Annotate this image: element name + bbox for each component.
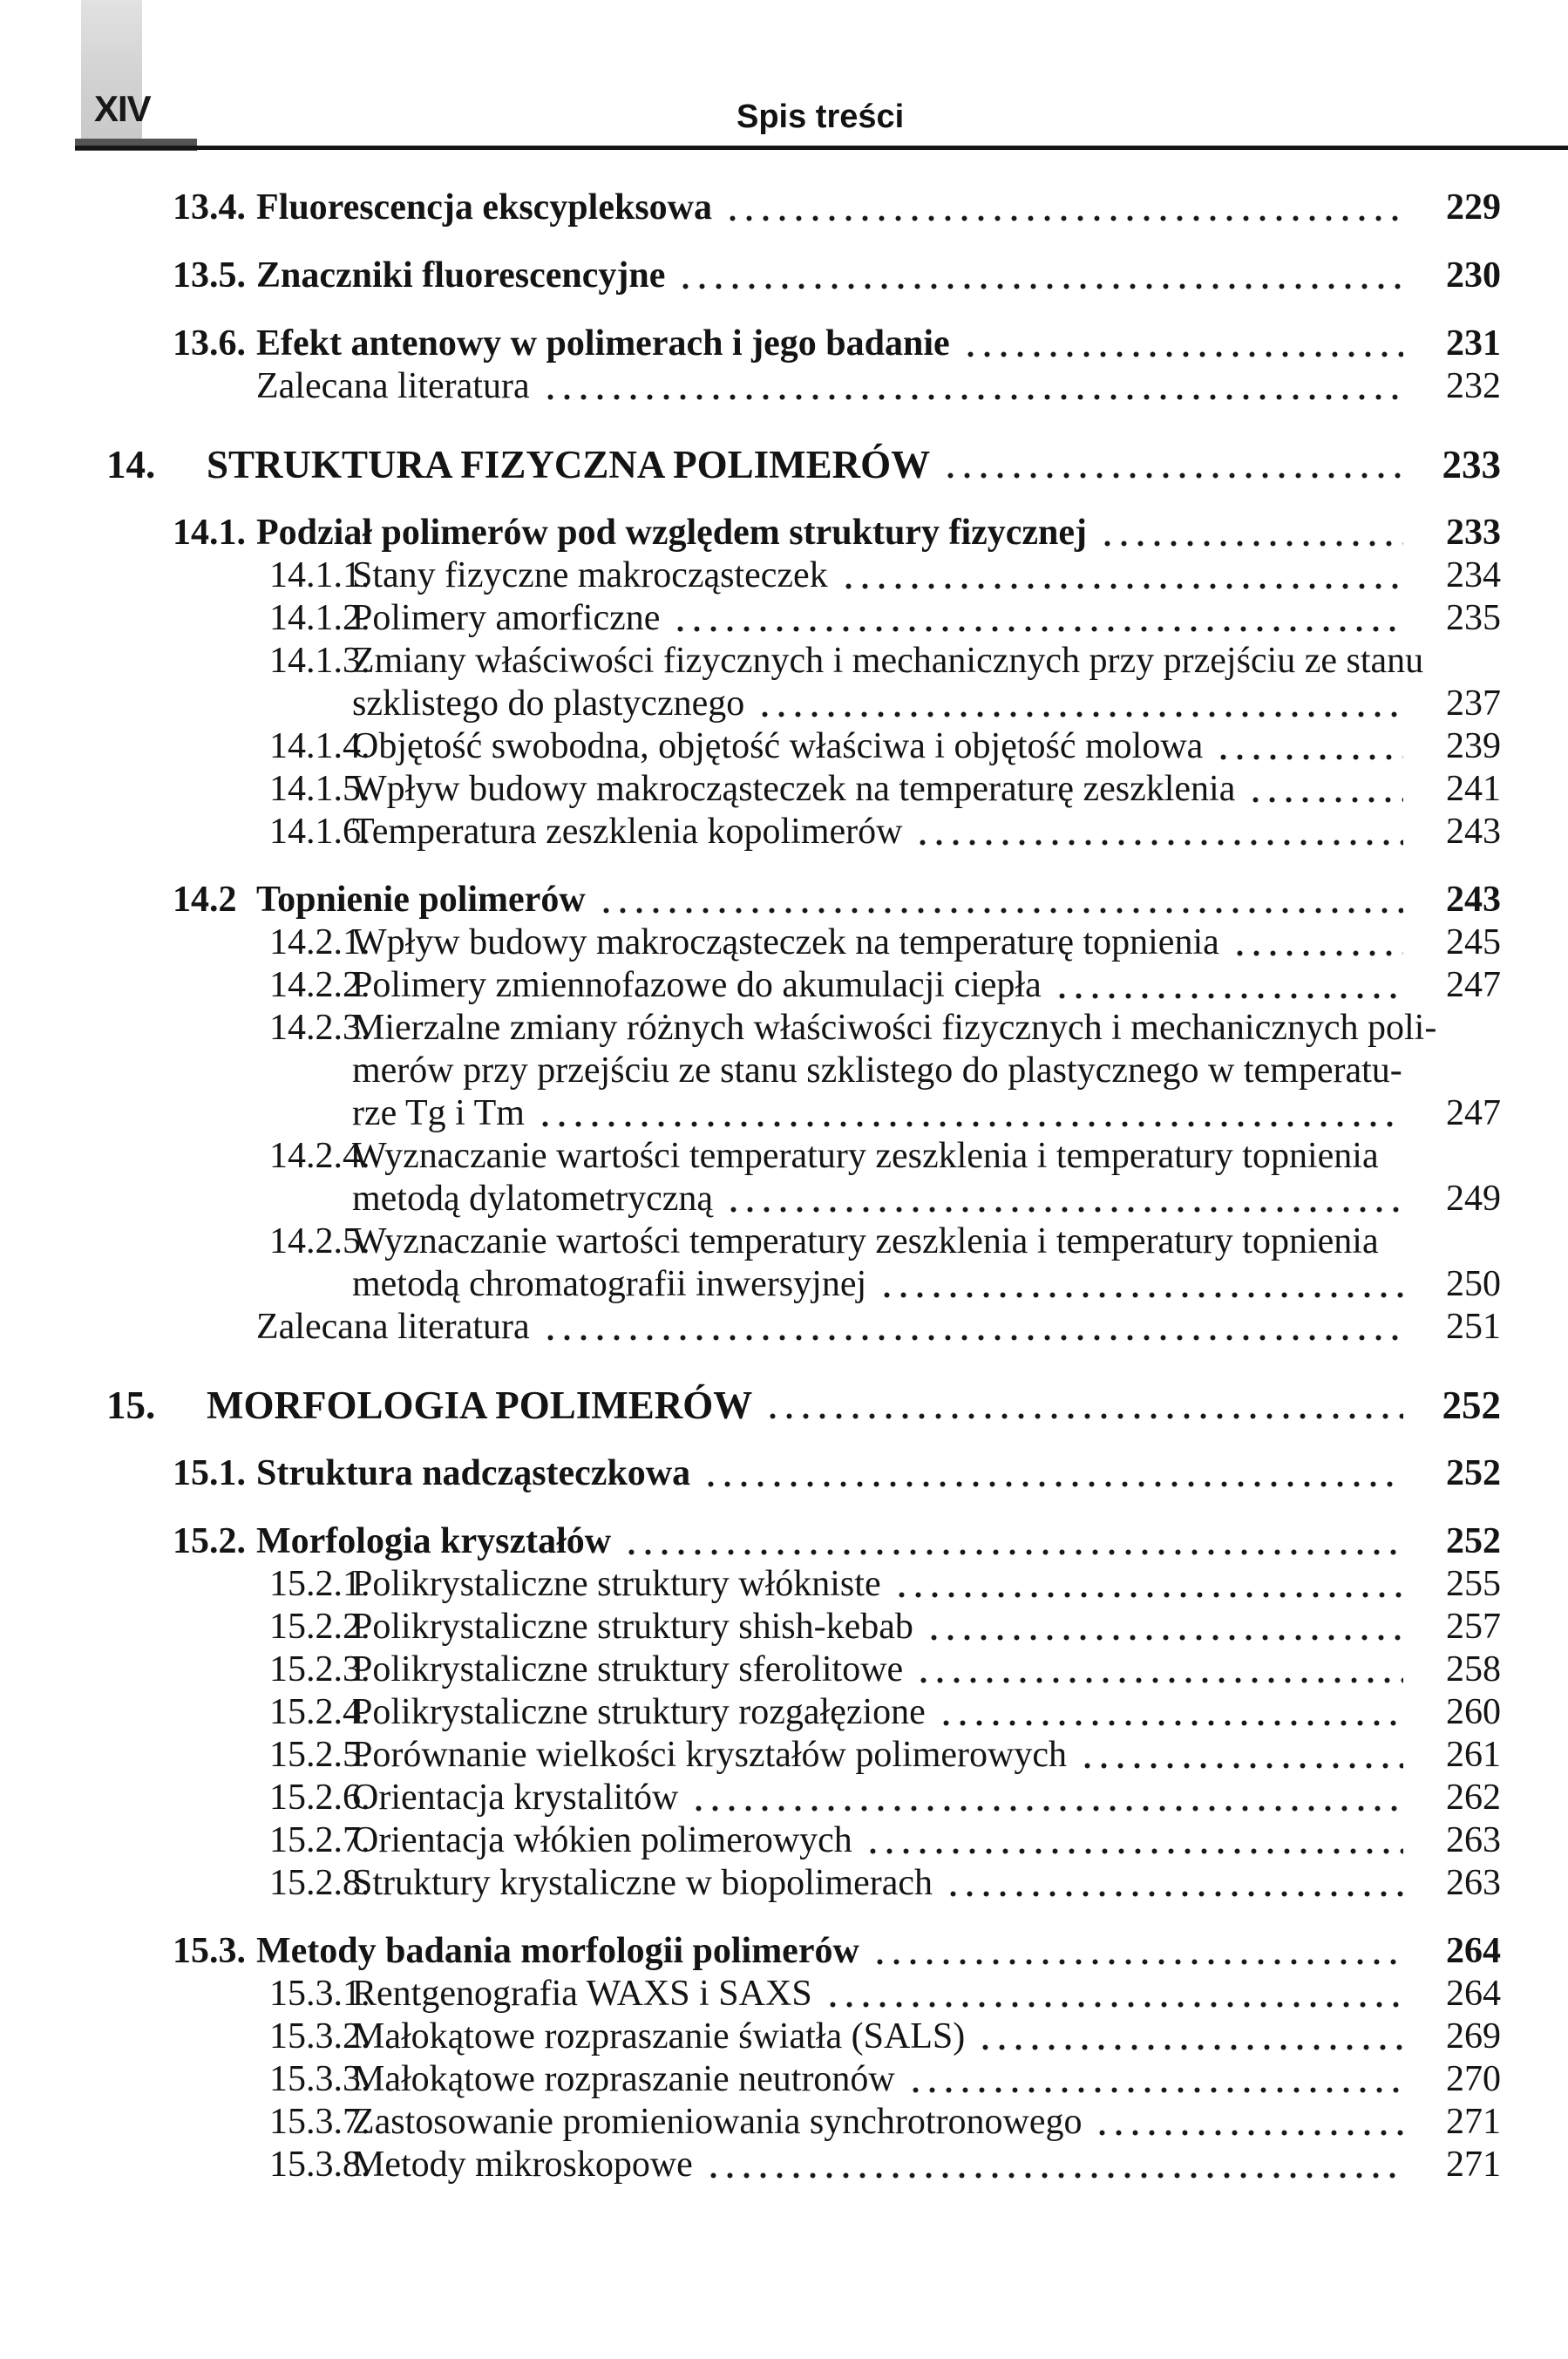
toc-entry — [0, 1306, 1501, 1349]
toc-entry-number — [269, 1050, 352, 1092]
page-number: 263 — [1446, 1820, 1501, 1860]
dotted-leader — [974, 2016, 1403, 2058]
toc-entry — [0, 879, 1501, 921]
dotted-leader — [934, 1691, 1403, 1734]
dotted-leader — [674, 255, 1403, 297]
toc-entry-number: 15.3. — [173, 1931, 246, 1971]
toc-entry-title: Morfologia kryształów — [256, 1521, 612, 1561]
dotted-leader — [1244, 768, 1403, 811]
toc-entry — [0, 640, 1501, 725]
toc-entry-title: metodą chromatografii inwersyjnej — [352, 1264, 867, 1304]
toc-entry-number — [269, 683, 352, 725]
dotted-leader — [1050, 964, 1403, 1007]
toc-entry-line — [269, 1220, 1501, 1263]
dotted-leader — [699, 1452, 1403, 1495]
toc-entry-title: Zalecana literatura — [256, 366, 530, 406]
page-number: 241 — [1446, 769, 1501, 809]
dotted-leader — [890, 1563, 1403, 1606]
toc-entry-line — [269, 683, 1501, 725]
toc-entry-title: STRUKTURA FIZYCZNA POLIMERÓW — [207, 443, 931, 486]
toc-entry-number: 15.1. — [173, 1453, 246, 1493]
toc-entry-title: Objętość swobodna, objętość właściwa i objętość molowa — [352, 726, 1204, 766]
toc-entry-title: Topnienie polimerów — [256, 880, 586, 920]
toc-entry-line — [269, 964, 1501, 1007]
toc-entry — [0, 725, 1501, 768]
toc-entry-title: Struktury krystaliczne w biopolimerach — [352, 1863, 933, 1903]
toc-entry-title: Wyznaczanie wartości temperatury zeszklenia i temperatury topnienia — [352, 1221, 1379, 1261]
dotted-leader — [753, 683, 1403, 725]
toc-entry-line — [173, 1520, 1501, 1563]
dotted-leader — [922, 1606, 1403, 1649]
toc-entry — [0, 1520, 1501, 1563]
toc-entry-line — [269, 1007, 1501, 1050]
toc-entry-line — [269, 2144, 1501, 2186]
toc-entry-line — [269, 1777, 1501, 1819]
toc-entry-number: 13.6. — [173, 323, 246, 364]
page-number: 261 — [1446, 1735, 1501, 1775]
page-number: 269 — [1446, 2016, 1501, 2056]
toc-entry-title: szklistego do plastycznego — [352, 683, 745, 724]
toc-entry-line — [269, 1649, 1501, 1691]
toc-entry-title: Zalecana literatura — [256, 1307, 530, 1347]
toc-entry — [0, 1734, 1501, 1777]
dotted-leader — [761, 1384, 1403, 1427]
dotted-leader — [702, 2144, 1403, 2186]
page-number: 257 — [1446, 1607, 1501, 1647]
toc-entry-line — [269, 1263, 1501, 1306]
page-number: 232 — [1446, 366, 1501, 406]
dotted-leader — [669, 597, 1403, 640]
toc-entry-number: 14.1.1. — [269, 555, 370, 595]
dotted-leader — [533, 1092, 1403, 1135]
page-number: 233 — [1446, 513, 1501, 553]
dotted-leader — [594, 879, 1403, 921]
page-number: 260 — [1446, 1692, 1501, 1732]
page-number: 270 — [1446, 2059, 1501, 2099]
toc-entry-line — [269, 2016, 1501, 2058]
page-number: 243 — [1446, 812, 1501, 852]
toc-entry-line — [269, 1563, 1501, 1606]
toc-entry-line — [173, 1452, 1501, 1495]
toc-entry — [0, 811, 1501, 853]
toc-entry-line — [173, 187, 1501, 229]
toc-entry-line — [269, 921, 1501, 964]
toc-entry-title: Znaczniki fluorescencyjne — [256, 255, 666, 296]
toc-entry — [0, 1862, 1501, 1905]
toc-entry — [0, 365, 1501, 408]
toc-entry-number: 15.3.1. — [269, 1974, 370, 2014]
page-number: 231 — [1446, 323, 1501, 364]
dotted-leader — [939, 444, 1403, 486]
toc-entry-title: Stany fizyczne makrocząsteczek — [352, 555, 828, 595]
toc-entry — [0, 921, 1501, 964]
toc-entry-line — [269, 768, 1501, 811]
toc-entry-title: Mierzalne zmiany różnych właściwości fizycznych i mechanicznych poli- — [352, 1008, 1437, 1048]
page-number: 271 — [1446, 2102, 1501, 2142]
toc-entry-number: 15.2.2. — [269, 1607, 370, 1647]
toc-entry-line — [256, 1306, 1501, 1349]
toc-entry-line — [106, 1384, 1501, 1427]
running-header-title: Spis treści — [736, 99, 905, 135]
toc-entry-number: 14.1.5. — [269, 769, 370, 809]
toc-entry — [0, 512, 1501, 554]
dotted-leader — [1228, 921, 1403, 964]
toc-entry-number: 13.4. — [173, 187, 246, 228]
toc-entry — [0, 1691, 1501, 1734]
toc-entry-line — [269, 1734, 1501, 1777]
toc-entry-title: Wpływ budowy makrocząsteczek na temperaturę zeszklenia — [352, 769, 1236, 809]
dotted-leader — [941, 1862, 1403, 1905]
toc-entry — [0, 323, 1501, 365]
dotted-leader — [539, 1306, 1403, 1349]
toc-entry — [0, 1930, 1501, 1973]
page-number: 235 — [1446, 598, 1501, 638]
toc-entry-number: 14.2 — [173, 880, 237, 920]
dotted-leader — [868, 1930, 1403, 1973]
dotted-leader — [1096, 512, 1403, 554]
toc-entry-title: Temperatura zeszklenia kopolimerów — [352, 812, 903, 852]
toc-entry-line — [269, 1862, 1501, 1905]
toc-entry-number: 14. — [106, 443, 156, 486]
toc-entry-line — [269, 1092, 1501, 1135]
toc-entry-line — [269, 725, 1501, 768]
toc-entry-number: 14.2.2. — [269, 965, 370, 1005]
toc-entry-title: Polimery amorficzne — [352, 598, 661, 638]
toc-entry-number: 15.3.2. — [269, 2016, 370, 2056]
toc-entry-number: 15.3.8. — [269, 2145, 370, 2185]
toc-entry-number: 15.2.3. — [269, 1649, 370, 1689]
dotted-leader — [837, 554, 1403, 597]
toc-entry-title: Orientacja włókien polimerowych — [352, 1820, 852, 1860]
toc-entry-line — [269, 554, 1501, 597]
toc-entry-title: Struktura nadcząsteczkowa — [256, 1453, 691, 1493]
dotted-leader — [1212, 725, 1403, 768]
toc-entry — [0, 2144, 1501, 2186]
toc-entry-line — [173, 879, 1501, 921]
toc-entry-title: merów przy przejściu ze stanu szklistego do plastycznego w temperatu- — [352, 1050, 1402, 1091]
toc-entry — [0, 768, 1501, 811]
table-of-contents — [0, 161, 1568, 2186]
page-number: 239 — [1446, 726, 1501, 766]
toc-entry-line — [269, 2101, 1501, 2144]
toc-entry-title: Metody badania morfologii polimerów — [256, 1931, 859, 1971]
page-number: 264 — [1446, 1931, 1501, 1971]
toc-entry — [0, 554, 1501, 597]
page-number: 258 — [1446, 1649, 1501, 1689]
page-number: 243 — [1446, 880, 1501, 920]
toc-entry — [0, 1220, 1501, 1306]
dotted-leader — [539, 365, 1403, 408]
toc-entry-line — [269, 597, 1501, 640]
dotted-leader — [959, 323, 1403, 365]
toc-entry-title: Orientacja krystalitów — [352, 1778, 679, 1818]
toc-entry-number: 14.2.1. — [269, 922, 370, 962]
toc-entry-line — [269, 1819, 1501, 1862]
toc-entry-line — [269, 1691, 1501, 1734]
page-number: 247 — [1446, 1093, 1501, 1133]
toc-entry-number: 15.2.8. — [269, 1863, 370, 1903]
page-number: 264 — [1446, 1974, 1501, 2014]
toc-entry-title: Polikrystaliczne struktury shish-kebab — [352, 1607, 913, 1647]
toc-entry-title: metodą dylatometryczną — [352, 1179, 713, 1219]
toc-entry — [0, 1777, 1501, 1819]
toc-entry-line — [269, 1973, 1501, 2016]
toc-entry-title: Zastosowanie promieniowania synchrotronowego — [352, 2102, 1083, 2142]
toc-entry — [0, 1007, 1501, 1135]
toc-entry-line — [256, 365, 1501, 408]
page-number: 233 — [1442, 443, 1501, 486]
dotted-leader — [821, 1973, 1403, 2016]
toc-entry-title: Wyznaczanie wartości temperatury zeszklenia i temperatury topnienia — [352, 1136, 1379, 1176]
page-number: 252 — [1446, 1521, 1501, 1561]
toc-entry-line — [269, 1606, 1501, 1649]
toc-entry-line — [173, 512, 1501, 554]
toc-entry-number: 15.3.3. — [269, 2059, 370, 2099]
page-number: 271 — [1446, 2145, 1501, 2185]
page-number: 252 — [1442, 1383, 1501, 1427]
toc-entry — [0, 187, 1501, 229]
page-number: 262 — [1446, 1778, 1501, 1818]
toc-entry-number: 15.2.5. — [269, 1735, 370, 1775]
dotted-leader — [1076, 1734, 1403, 1777]
page-number: 251 — [1446, 1307, 1501, 1347]
toc-entry-title: Małokątowe rozpraszanie światła (SALS) — [352, 2016, 966, 2056]
dotted-leader — [861, 1819, 1403, 1862]
toc-entry-title: Zmiany właściwości fizycznych i mechanicznych przy przejściu ze stanu — [352, 641, 1424, 681]
toc-entry-number: 14.2.5. — [269, 1221, 370, 1261]
toc-entry-line — [173, 323, 1501, 365]
page-number: 250 — [1446, 1264, 1501, 1304]
toc-entry-line — [269, 1135, 1501, 1178]
page-number: 230 — [1446, 255, 1501, 296]
toc-entry-title: Polikrystaliczne struktury rozgałęzione — [352, 1692, 926, 1732]
page-number: 252 — [1446, 1453, 1501, 1493]
toc-entry-line — [269, 1178, 1501, 1220]
toc-entry-line — [269, 640, 1501, 683]
toc-entry — [0, 964, 1501, 1007]
toc-entry-title: Polikrystaliczne struktury sferolitowe — [352, 1649, 904, 1689]
dotted-leader — [620, 1520, 1403, 1563]
dotted-leader — [687, 1777, 1403, 1819]
toc-entry — [0, 1606, 1501, 1649]
page-number: 237 — [1446, 683, 1501, 724]
page-number: 263 — [1446, 1863, 1501, 1903]
toc-entry-title: Wpływ budowy makrocząsteczek na temperaturę topnienia — [352, 922, 1219, 962]
toc-entry-number: 15.2.4. — [269, 1692, 370, 1732]
toc-entry-title: Fluorescencja ekscypleksowa — [256, 187, 713, 228]
toc-entry — [0, 444, 1501, 486]
toc-entry-number: 14.2.4. — [269, 1136, 370, 1176]
toc-entry-title: Rentgenografia WAXS i SAXS — [352, 1974, 812, 2014]
toc-entry — [0, 1384, 1501, 1427]
toc-entry-number — [269, 1178, 352, 1220]
page-number: 247 — [1446, 965, 1501, 1005]
toc-entry-number: 15.2.6. — [269, 1778, 370, 1818]
toc-entry-title: Podział polimerów pod względem struktury fizycznej — [256, 513, 1088, 553]
toc-entry-line — [269, 2058, 1501, 2101]
toc-entry-line — [269, 811, 1501, 853]
toc-entry-number — [269, 1092, 352, 1135]
toc-entry — [0, 1973, 1501, 2016]
toc-entry-number: 14.1. — [173, 513, 246, 553]
dotted-leader — [912, 1649, 1403, 1691]
dotted-leader — [911, 811, 1403, 853]
page-folio-roman: XIV — [94, 88, 151, 129]
toc-entry-number: 14.1.6. — [269, 812, 370, 852]
toc-entry-number: 15. — [106, 1383, 156, 1427]
toc-entry-line — [269, 1050, 1501, 1092]
toc-entry-title: Polimery zmiennofazowe do akumulacji ciepła — [352, 965, 1042, 1005]
toc-entry — [0, 1452, 1501, 1495]
toc-entry-title: Efekt antenowy w polimerach i jego badanie — [256, 323, 950, 364]
toc-entry — [0, 2101, 1501, 2144]
toc-entry-number: 15.2. — [173, 1521, 246, 1561]
dotted-leader — [1090, 2101, 1403, 2144]
toc-entry-number: 15.2.7. — [269, 1820, 370, 1860]
toc-entry-title: Porównanie wielkości kryształów polimerowych — [352, 1735, 1067, 1775]
toc-entry-line — [173, 255, 1501, 297]
toc-entry-line — [106, 444, 1501, 486]
toc-entry-title: Małokątowe rozpraszanie neutronów — [352, 2059, 895, 2099]
toc-entry-title: MORFOLOGIA POLIMERÓW — [207, 1383, 753, 1427]
dotted-leader — [875, 1263, 1403, 1306]
dotted-leader — [904, 2058, 1403, 2101]
toc-entry — [0, 597, 1501, 640]
toc-entry-number: 15.3.7. — [269, 2102, 370, 2142]
toc-entry-line — [173, 1930, 1501, 1973]
toc-entry — [0, 1819, 1501, 1862]
toc-entry — [0, 2058, 1501, 2101]
toc-entry — [0, 2016, 1501, 2058]
header-rule — [75, 146, 1568, 150]
toc-entry — [0, 1563, 1501, 1606]
dotted-leader — [722, 1178, 1403, 1220]
toc-entry — [0, 1649, 1501, 1691]
toc-entry — [0, 255, 1501, 297]
toc-entry-number: 15.2.1. — [269, 1564, 370, 1604]
toc-entry-number: 14.2.3. — [269, 1008, 370, 1048]
page-number: 249 — [1446, 1179, 1501, 1219]
toc-entry-number: 13.5. — [173, 255, 246, 296]
dotted-leader — [721, 187, 1403, 229]
toc-entry-number — [269, 1263, 352, 1306]
page-number: 234 — [1446, 555, 1501, 595]
toc-entry-title: rze Tg i Tm — [352, 1093, 525, 1133]
page-number: 245 — [1446, 922, 1501, 962]
page-number: 229 — [1446, 187, 1501, 228]
page-number: 255 — [1446, 1564, 1501, 1604]
toc-entry-title: Metody mikroskopowe — [352, 2145, 693, 2185]
toc-entry — [0, 1135, 1501, 1220]
toc-entry-number: 14.1.4. — [269, 726, 370, 766]
toc-entry-number: 14.1.2. — [269, 598, 370, 638]
toc-entry-number: 14.1.3. — [269, 641, 370, 681]
toc-entry-title: Polikrystaliczne struktury włókniste — [352, 1564, 881, 1604]
